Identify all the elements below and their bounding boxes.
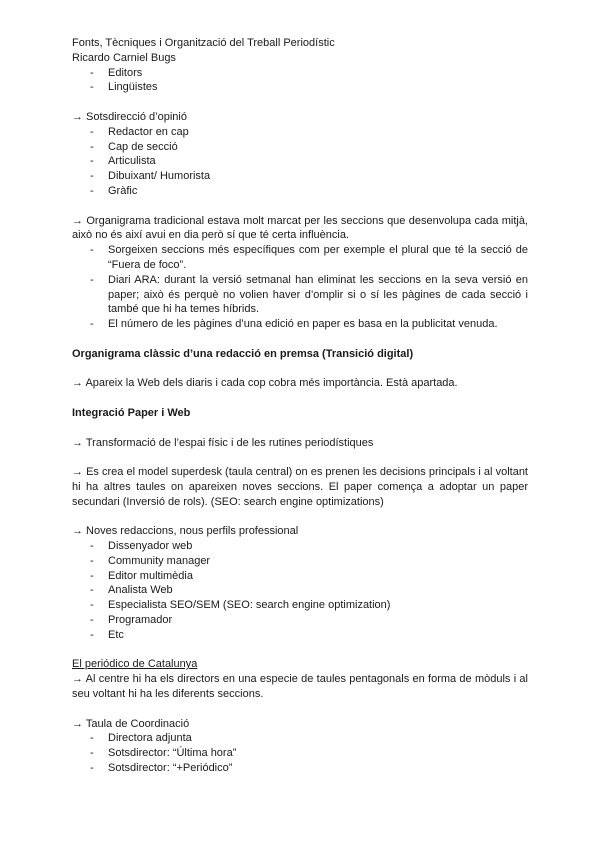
subdirection-list xyxy=(72,125,528,199)
list-item: - Gràfic xyxy=(72,184,528,199)
integration-paragraph-2: → Es crea el model superdesk (taula central) on es prenen les decisions principals i al voltant hi ha altres taules on apareixen noves seccions. El paper comença a adoptar un paper secundari (Inversió de rols). (SEO: search engine optimizations) xyxy=(72,466,528,508)
list-item: - Articulista xyxy=(72,154,528,169)
list-item: - Programador xyxy=(72,613,528,628)
catalunya-title-link[interactable]: El periódico de Catalunya xyxy=(72,658,198,671)
integration-paragraph-1: → Transformació de l’espai físic i de les rutines periodístiques xyxy=(72,436,374,449)
integration-heading: Integració Paper i Web xyxy=(72,406,191,419)
catalunya-paragraph: → Al centre hi ha els directors en una especie de taules pentagonals en forma de mòduls i al seu voltant hi ha les diferents seccions. xyxy=(72,673,528,701)
list-item: - Dibuixant/ Humorista xyxy=(72,169,528,184)
list-item: - Lingüistes xyxy=(72,80,528,95)
list-item: - Cap de secció xyxy=(72,140,528,155)
coordination-intro: → Taula de Coordinació xyxy=(72,717,190,730)
list-item: - Directora adjunta xyxy=(72,731,528,746)
new-newsrooms-intro: → Noves redaccions, nous perfils professional xyxy=(72,525,299,538)
list-item: - Redactor en cap xyxy=(72,125,528,140)
list-item: - Community manager xyxy=(72,554,528,569)
list-item: - El número de les pàgines d’una edició en paper es basa en la publicitat venuda. xyxy=(72,317,528,332)
author-name: Ricardo Carniel Bugs xyxy=(72,51,176,64)
classic-heading: Organigrama clàssic d’una redacció en premsa (Transició digital) xyxy=(72,347,414,360)
list-item: - Diari ARA: durant la versió setmanal han eliminat les seccions en la seva versió en paper; això és perquè no volien haver d’omplir si o sí les pàgines de cada secció i també que hi ha temes híbrids. xyxy=(72,273,528,317)
list-item: - Sorgeixen seccions més específiques com per exemple el plural que té la secció de “Fuera de foco”. xyxy=(72,243,528,273)
traditional-list xyxy=(72,243,528,332)
subdirection-intro: → Sotsdirecció d’opinió xyxy=(72,110,187,123)
list-item: - Especialista SEO/SEM (SEO: search engine optimization) xyxy=(72,598,528,613)
coordination-list xyxy=(72,731,528,775)
list-item: - Analista Web xyxy=(72,583,528,598)
traditional-paragraph: → Organigrama tradicional estava molt marcat per les seccions que desenvolupa cada mitjà, això no és així avui en dia però sí que té certa influència. xyxy=(72,214,528,242)
course-title: Fonts, Tècniques i Organització del Treball Periodístic xyxy=(72,37,335,49)
classic-paragraph: → Apareix la Web dels diaris i cada cop cobra més importància. Està apartada. xyxy=(72,377,458,390)
list-item: - Sotsdirector: “+Periódico” xyxy=(72,761,528,776)
list-item: - Sotsdirector: “Última hora” xyxy=(72,746,528,761)
new-newsrooms-list xyxy=(72,539,528,643)
document-page xyxy=(72,36,528,776)
list-item: - Editors xyxy=(72,66,528,81)
list-item: - Editor multimèdia xyxy=(72,569,528,584)
top-list xyxy=(72,66,528,96)
list-item: - Etc xyxy=(72,628,528,643)
list-item: - Dissenyador web xyxy=(72,539,528,554)
